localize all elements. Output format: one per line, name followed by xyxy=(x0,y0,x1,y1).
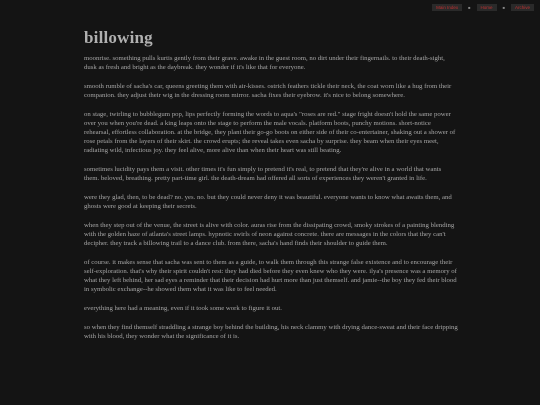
nav-separator: ■ xyxy=(502,5,505,10)
top-navigation xyxy=(432,4,534,11)
post-paragraph: so when they find themself straddling a strange boy behind the building, his neck clammy with drying dance-sweat and their face dripping with his blood, they wonder what the significance of it is. xyxy=(84,324,458,340)
post-paragraph: on stage, twirling to bubblegum pop, lips perfectly forming the words to aqua's "roses are red." stage fright doesn't hold the same power over you when you're dead. a king leaps onto the stage to perform the male vocals. platform boots, punchy motions. short-notice rehearsal, effortless collaboration. at the bridge, they plant their go-go boots on either side of their co-entertainer, shaking out a shower of rose petals from the layers of their skirt. the crowd erupts; the reveal takes even sacha by surprise. they beam when their eyes meet, radiating wild, infectious joy. they feel alive, more alive than when their heart was still beating. xyxy=(84,111,456,154)
post-paragraph: sometimes lucidity pays them a visit. other times it's fun simply to pretend it's real, to pretend that they're alive in a world that wants them. beloved, breathing. pretty part-time girl. the death-dream had offered all sorts of experiences they weren't granted in life. xyxy=(84,166,442,182)
post-paragraph: of course. it makes sense that sacha was sent to them as a guide, to walk them through this strange false existence and to encourage their self-exploration. that's why their spirit couldn't rest: they had died before they even knew who they were. ilya's presence was a memory of what they left behind, her sad eyes a reminder that their decision had hurt more than just themself. and jamie--the boy they fed their blood in symbolic exchange--he showed them what it was like to feel needed. xyxy=(84,259,457,293)
post-paragraph: moonrise. something pulls kurtis gently from their grave. awake in the guest room, no dirt under their fingernails. to their death-sight, dusk as fresh and bright as the daybreak. they wonder if it's like that for everyone. xyxy=(84,55,445,71)
post-paragraph: everything here had a meaning, even if it took some work to figure it out. xyxy=(84,305,282,312)
post-content xyxy=(84,28,458,351)
nav-link-main-index[interactable]: Main Index xyxy=(432,4,462,11)
post-paragraph: when they step out of the venue, the street is alive with color. auras rise from the dissipating crowd, smoky strokes of a painting blending with the golden haze of atlanta's street lamps. hypnotic swirls of neon against concrete. there are messages in the colors that they can't decipher. they track a billowing trail to a dance club. from there, sacha's hand finds their shoulder to guide them. xyxy=(84,222,455,247)
post-paragraph: smooth rumble of sacha's car, queens greeting them with air-kisses. ostrich feathers tickle their neck, the coat worn like a hug from their companion. they adjust their wig in the dressing room mirror. sacha fixes their eyebrow. it's nice to belong somewhere. xyxy=(84,83,452,99)
post-paragraph: were they glad, then, to be dead? no. yes. no. but they could never deny it was beautiful. everyone wants to know what awaits them, and ghosts were good at keeping their secrets. xyxy=(84,194,452,210)
nav-link-archive[interactable]: Archive xyxy=(511,4,534,11)
nav-separator: ■ xyxy=(468,5,471,10)
nav-link-home[interactable]: Home xyxy=(477,4,497,11)
post-title: billowing xyxy=(84,28,153,47)
